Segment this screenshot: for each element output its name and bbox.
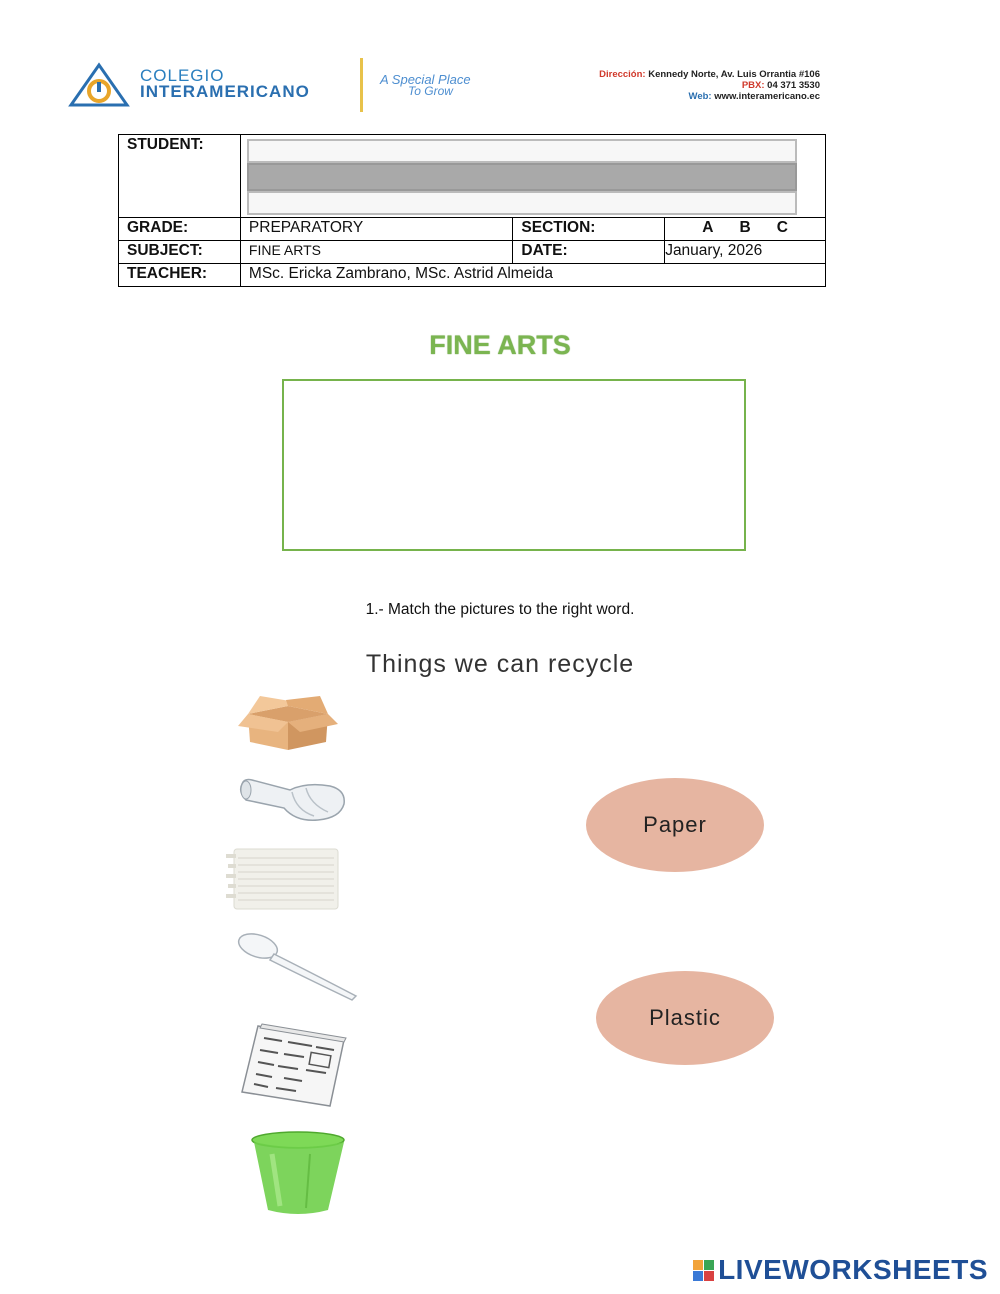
page-title: FINE ARTS: [429, 330, 571, 360]
address-label: Dirección:: [599, 69, 646, 80]
teacher-label: TEACHER:: [119, 264, 241, 287]
word-paper[interactable]: Paper: [586, 778, 764, 872]
grade-label: GRADE:: [119, 218, 241, 241]
tagline-line2: To Grow: [408, 84, 453, 98]
plastic-cup-icon[interactable]: [250, 1130, 348, 1216]
section-option-b: B: [739, 219, 751, 236]
student-info-table: [118, 134, 826, 287]
plastic-spoon-icon[interactable]: [236, 930, 362, 1002]
notebook-paper-icon[interactable]: [224, 846, 342, 912]
contact-block: [599, 69, 820, 102]
phone-value: 04 371 3530: [767, 80, 820, 91]
plastic-bottle-icon[interactable]: [236, 770, 348, 828]
web-label: Web:: [688, 91, 712, 102]
drawing-frame[interactable]: [282, 379, 746, 551]
header-divider: [360, 58, 363, 112]
student-name-line-3[interactable]: [247, 191, 797, 215]
cardboard-box-icon[interactable]: [236, 692, 340, 752]
school-name-line1: COLEGIO: [140, 66, 225, 85]
grade-value: PREPARATORY: [240, 218, 513, 241]
liveworksheets-logo: [693, 1254, 988, 1286]
school-name-line2: INTERAMERICANO: [140, 82, 310, 101]
subject-value: FINE ARTS: [240, 241, 513, 264]
teacher-value: MSc. Ericka Zambrano, MSc. Astrid Almeida: [240, 264, 825, 287]
school-logo-icon: [68, 62, 130, 108]
student-name-line-2[interactable]: [247, 163, 797, 191]
web-value: www.interamericano.ec: [714, 91, 820, 102]
date-value: January, 2026: [665, 241, 826, 264]
newspaper-icon[interactable]: [238, 1022, 348, 1108]
student-name-line-1[interactable]: [247, 139, 797, 163]
student-label: STUDENT:: [119, 135, 241, 218]
tagline-line1: A Special Place: [380, 72, 471, 87]
date-label: DATE:: [513, 241, 665, 264]
subject-label: SUBJECT:: [119, 241, 241, 264]
address-value: Kennedy Norte, Av. Luis Orrantia #106: [648, 69, 820, 80]
student-name-field[interactable]: [240, 135, 825, 218]
section-option-a: A: [702, 219, 714, 236]
liveworksheets-icon: [693, 1260, 714, 1281]
section-label: SECTION:: [513, 218, 665, 241]
liveworksheets-brand: LIVEWORKSHEETS: [718, 1254, 988, 1285]
word-plastic[interactable]: Plastic: [596, 971, 774, 1065]
section-option-c: C: [776, 219, 788, 236]
section-options: [665, 218, 826, 241]
phone-label: PBX:: [741, 80, 765, 91]
instruction-text: 1.- Match the pictures to the right word.: [365, 601, 635, 618]
activity-subtitle: Things we can recycle: [365, 650, 635, 678]
